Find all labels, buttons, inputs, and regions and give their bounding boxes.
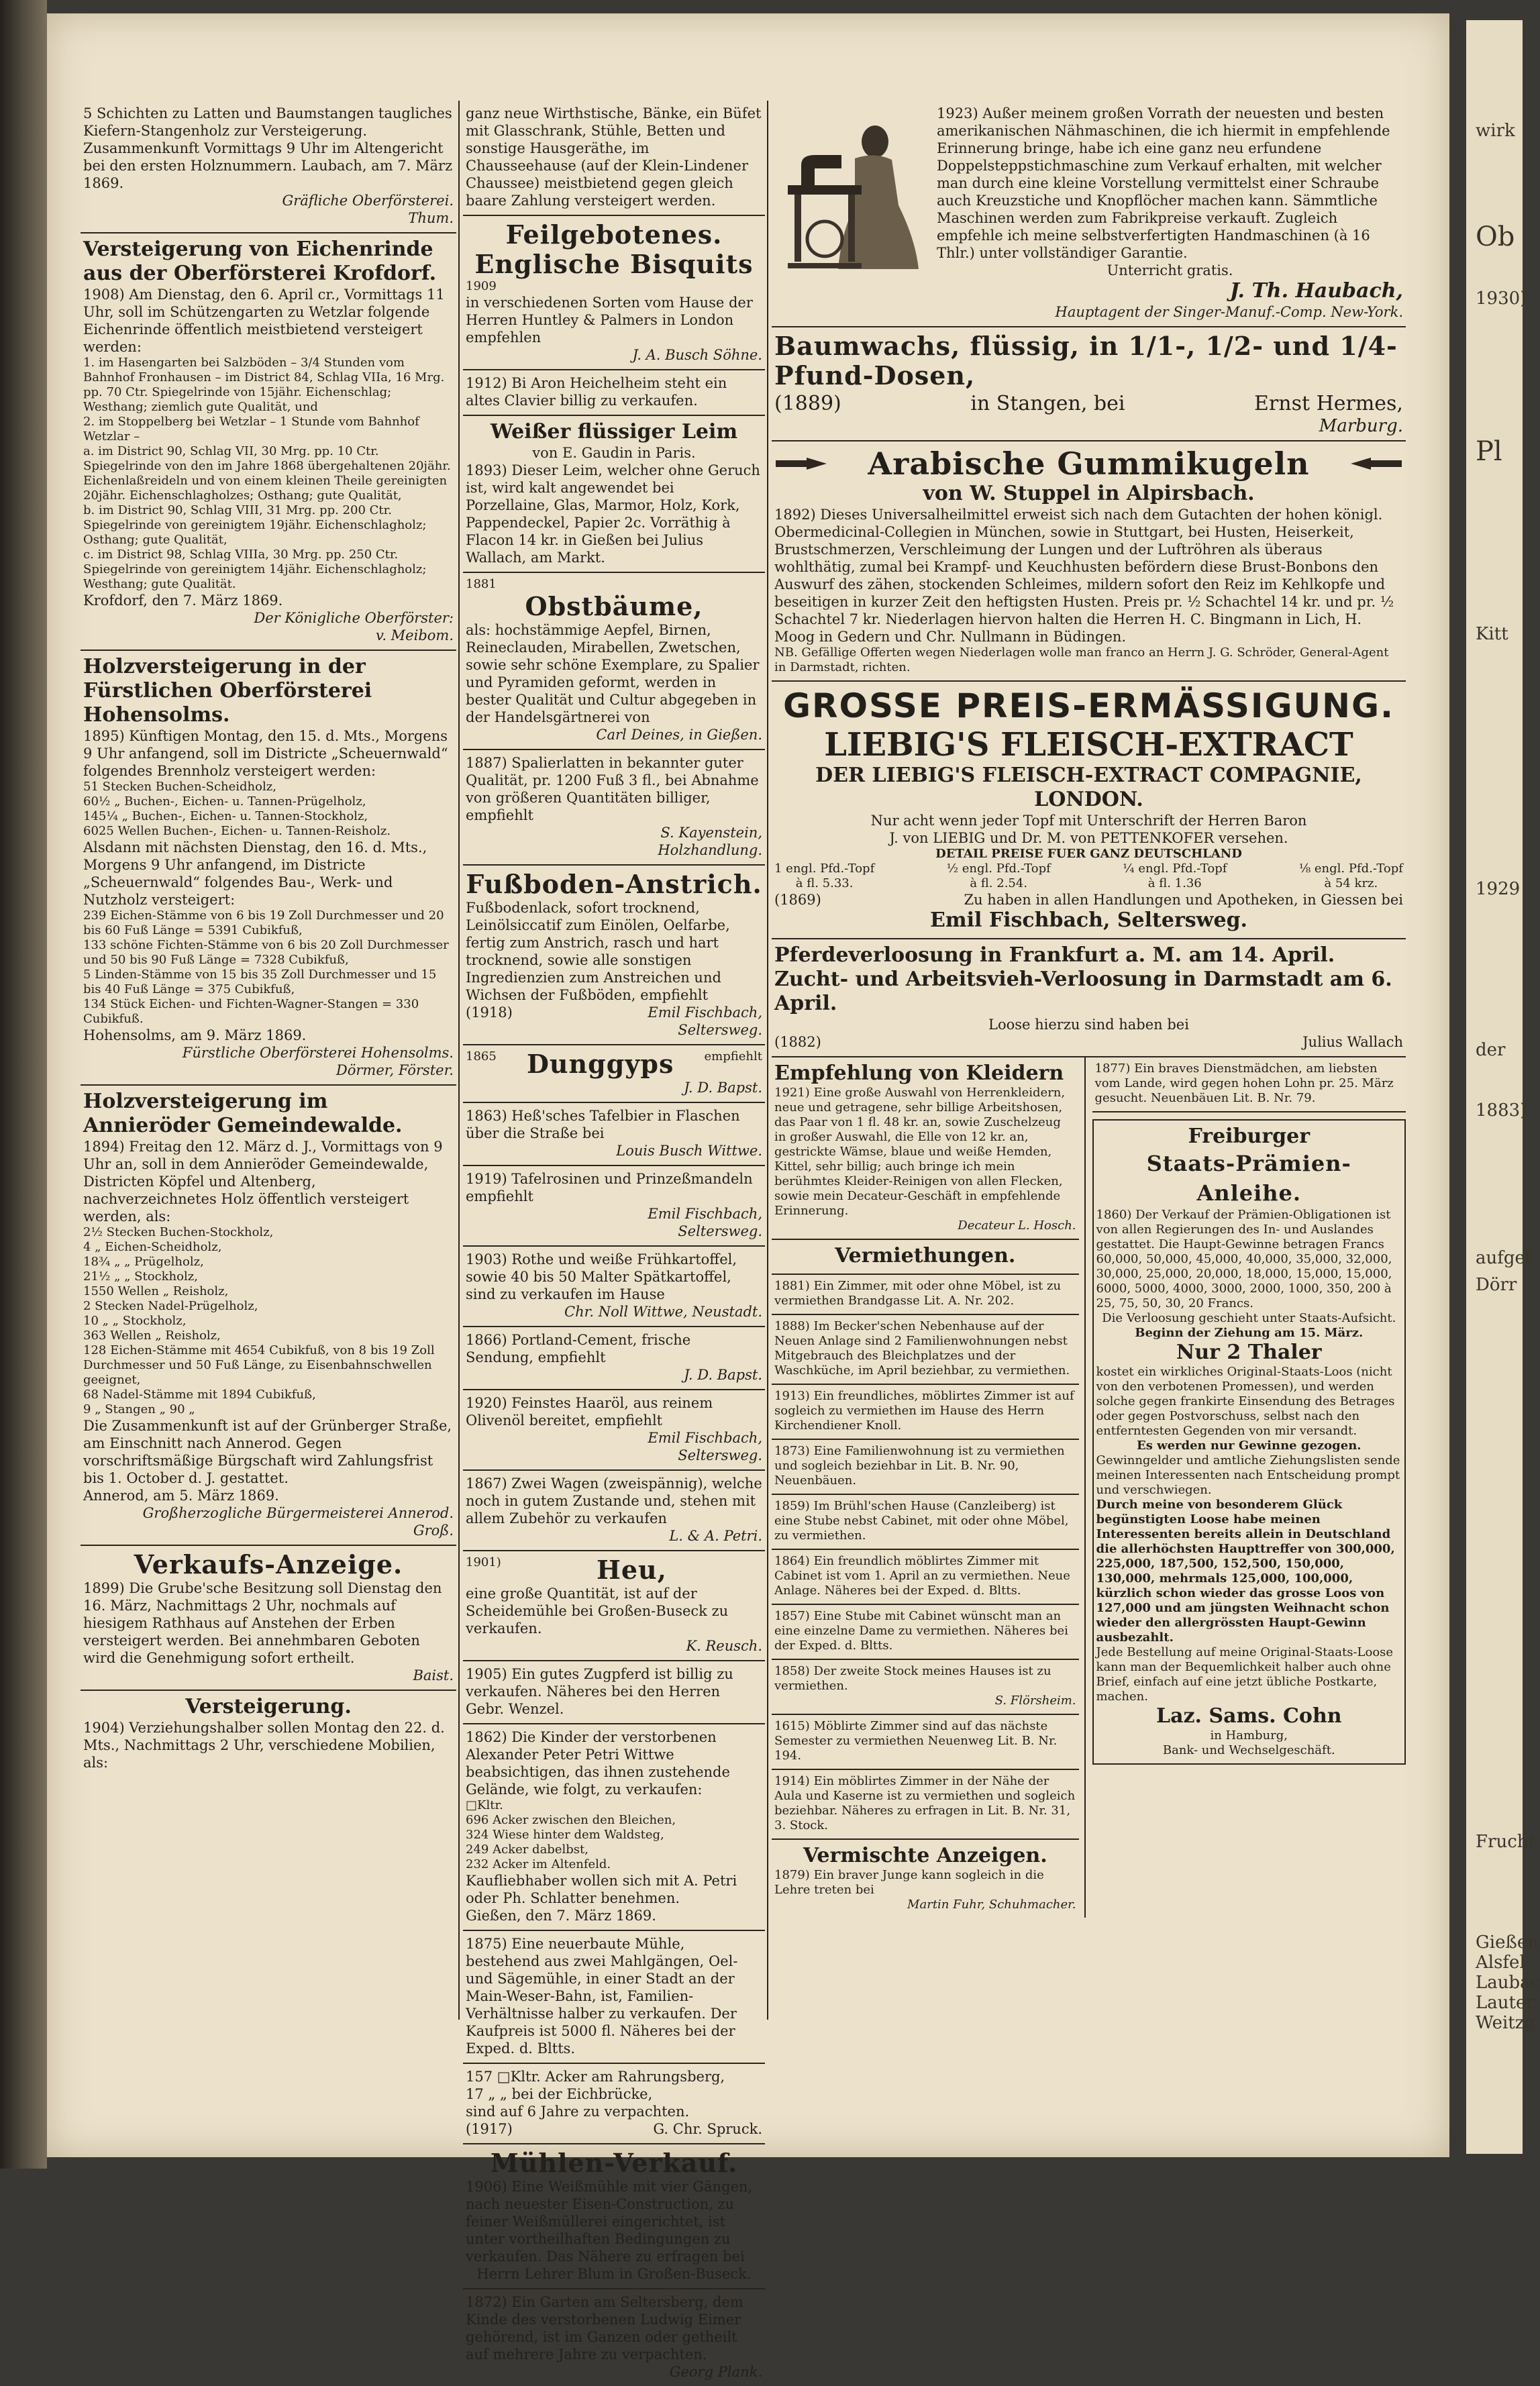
ad-line (774, 391, 1403, 417)
ad-signature: Chr. Noll Wittwe, Neustadt. (564, 1304, 762, 1320)
ad-signature: Seltersweg. (678, 1022, 762, 1038)
ad-signature: Emil Fischbach, (648, 1430, 762, 1446)
ad-signature: Gräfliche Oberförsterei. (282, 193, 454, 209)
list-item: 1550 Wellen „ Reisholz, (83, 1284, 229, 1298)
ad-text: 157 □Kltr. Acker am Rahrungsberg, (466, 2069, 725, 2085)
price-size: 1 engl. Pfd.-Topf (774, 862, 875, 876)
ad-signature: Thum. (408, 210, 454, 226)
price-cell (947, 862, 1051, 891)
ad-wagen (463, 1471, 765, 1551)
ad-date: Beginn der Ziehung am 15. März. (1135, 1326, 1364, 1340)
ad-signature: Emil Fischbach, Seltersweg. (929, 909, 1247, 932)
ad-header (466, 1049, 762, 1079)
ad-text: 1921) Eine große Auswahl von Herrenkleidern, neue und getragene, sehr billige Arbeitshosen, das Paar von 1 fl. 48 kr. an, sowie Zuschelzeug in großer Auswahl, die Elle von 12 kr. an, gestrickte Wämse, blaue und weiße Hemden, Kittel, sehr billig; auch bringe ich mein berühmtes Kleider-Reinigen von allen Flecken, sowie mein Decateur-Geschäft in empfehlende Erinnerung. (774, 1086, 1066, 1218)
ad-text: 1912) Bi Aron Heichelheim steht ein altes Clavier billig zu verkaufen. (466, 375, 727, 409)
list-item: 1. im Hasengarten bei Salzböden – 3/4 Stunden vom Bahnhof Fronhausen – im District 84, Schlag VIIa, 16 Mrg. pp. 70 Ctr. Spiegelrinde von 15jähr. Eichenschlag; Westhang; ziemlich gute Qualität, und (83, 356, 445, 414)
sub-columns (772, 1057, 1406, 1918)
ad-text: eine große Quantität, ist auf der Scheidemühle bei Großen-Buseck zu verkaufen. (466, 1586, 729, 1637)
ad-title: Empfehlung von Kleidern (774, 1061, 1064, 1085)
list-item: 133 schöne Fichten-Stämme von 6 bis 20 Zoll Durchmesser und 50 bis 90 Fuß Länge = 7328 Cubikfuß, (83, 938, 449, 967)
ad-title: Holzversteigerung in der Fürstlichen Oberförsterei Hohensolms. (83, 655, 372, 727)
next-page-fragment: Kitt (1476, 624, 1508, 644)
ad-signature: Georg Plank. (669, 2364, 762, 2380)
ad-number: 1865 (466, 1049, 497, 1064)
ad-item (772, 1715, 1079, 1770)
ad-text: 1872) Ein Garten am Seltersberg, dem Kinde des verstorbenen Ludwig Eimer gehörend, ist im Ganzen oder getheilt auf mehrere Jahre zu verpachten. (466, 2294, 743, 2363)
ad-item (772, 1495, 1079, 1550)
ad-mobilien (463, 101, 765, 216)
next-page-edge (1466, 20, 1540, 2154)
pointing-hand-right-icon (774, 456, 828, 471)
ad-title: Baumwachs, flüssig, in 1/1-, 1/2- und 1/4-Pfund-Dosen, (774, 331, 1398, 391)
ad-signature: Julius Wallach (1302, 1034, 1403, 1050)
ad-text: sind auf 6 Jahre zu verpachten. (466, 2104, 690, 2120)
ad-text: Zu haben in allen Handlungen und Apotheken, in Giessen bei (964, 892, 1403, 908)
next-page-fragment: Gießen (1476, 1932, 1539, 1953)
ad-place-date: Hohensolms, am 9. März 1869. (83, 1027, 307, 1043)
ad-title: Pferdeverloosung in Frankfurt a. M. am 14. April. (774, 943, 1335, 967)
ad-signature: Laz. Sams. Cohn (1156, 1704, 1342, 1728)
ad-title: Weißer flüssiger Leim (490, 420, 738, 444)
list-item: 324 Wiese hinter dem Waldsteg, (466, 1828, 664, 1842)
ad-text: 1867) Zwei Wagen (zweispännig), welche noch in gutem Zustande und, stehen mit allem Zubehör zu verkaufen (466, 1475, 762, 1526)
ad-gelaende (463, 1724, 765, 1931)
price-cell (1123, 862, 1227, 891)
ad-vermischte (772, 1840, 1079, 1918)
unit-label: □Kltr. (466, 1798, 503, 1812)
ad-signature: Seltersweg. (678, 1223, 762, 1239)
ad-item (772, 1440, 1079, 1495)
ad-signature: S. Kayenstein, (660, 825, 762, 841)
ad-text: Jede Bestellung auf meine Original-Staats-Loose kann man der Bequemlichkeit halber auch ohne Brief, einfach auf eine jetzt übliche Postkarte, machen. (1096, 1645, 1394, 1704)
ad-signature: Fürstliche Oberförsterei Hohensolms. (182, 1045, 454, 1061)
ad-note: Unterricht gratis. (1107, 262, 1233, 278)
price-cell (1299, 862, 1403, 891)
ad-text: 1858) Der zweite Stock meines Hauses ist zu vermiethen. (774, 1664, 1051, 1693)
ad-text: Nur acht wenn jeder Topf mit Unterschrift der Herren Baron (870, 813, 1307, 829)
ad-header (466, 1555, 762, 1585)
list-item: 363 Wellen „ Reisholz, (83, 1329, 221, 1343)
ad-header (774, 446, 1403, 482)
ad-text: 1904) Verziehungshalber sollen Montag den 22. d. Mts., Nachmittags 2 Uhr, verschiedene Mobilien, als: (83, 1720, 445, 1771)
ad-text: Alsdann mit nächsten Dienstag, den 16. d. Mts., Morgens 9 Uhr anfangend, im Districte „Scheuernwald“ folgendes Bau-, Werk- und Nutzholz versteigert: (83, 839, 427, 908)
ad-signature: Emil Fischbach, (648, 1004, 762, 1021)
ad-signature: J. Th. Haubach, (1229, 279, 1403, 303)
ad-signature: Carl Deines, in Gießen. (596, 727, 762, 743)
next-page-fragment: Alsfel (1476, 1953, 1525, 1973)
price-cell (774, 862, 874, 891)
list-item: 232 Acker im Altenfeld. (466, 1857, 611, 1871)
price-table (774, 862, 1403, 891)
list-item: 18¾ „ „ Prügelholz, (83, 1255, 204, 1269)
ad-text: 1895) Künftigen Montag, den 15. d. Mts., Morgens 9 Uhr anfangend, soll im Districte „Scheuernwald“ folgendes Brennholz versteigert werden: (83, 728, 448, 779)
ad-cement (463, 1327, 765, 1390)
column-rule-1 (458, 101, 460, 2020)
ad-signature: Dörmer, Förster. (336, 1062, 454, 1078)
ad-text: 1908) Am Dienstag, den 6. April cr., Vormittags 11 Uhr, soll im Schützengarten zu Wetzlar folgende Eichenrinde öffentlich meistbietend versteigert werden: (83, 287, 445, 355)
section-title: Feilgebotenes. (505, 219, 723, 250)
ad-title: Dunggyps (526, 1049, 674, 1079)
sub-column-b (1092, 1057, 1406, 1918)
ad-place-date: Gießen, den 7. März 1869. (466, 1908, 656, 1924)
next-page-fragment: 1929 (1476, 879, 1521, 899)
ad-text: Durch meine von besonderem Glück begünstigten Loose habe meinen Interessenten bereits allein in Deutschland die allerhöchsten Haupttreffer von 300,000, 225,000, 187,500, 152,500, 150,000, 130,000, mehrmals 125,000, 100,000, kürzlich schon wieder das grosse Loos von 127,000 und am jüngsten Weihnacht schon wieder den allergrössten Haupt-Gewinn ausbezahlt. (1096, 1498, 1395, 1645)
ad-text: 1615) Möblirte Zimmer sind auf das nächste Semester zu vermiethen Neuenweg Lit. B. Nr. 194. (774, 1719, 1058, 1763)
ad-tafelbier (463, 1103, 765, 1166)
list-item: 6025 Wellen Buchen-, Eichen- u. Tannen-Reisholz. (83, 824, 391, 838)
ad-footer (466, 1004, 762, 1021)
list-item: 4 „ Eichen-Scheidholz, (83, 1240, 222, 1254)
ad-text: 1862) Die Kinder der verstorbenen Alexander Peter Petri Wittwe beabsichtigen, das ihnen zustehende Gelände, wie folgt, zu verkaufen: (466, 1729, 730, 1798)
next-page-fragment: Ob (1476, 221, 1515, 252)
next-page-fragment: 1930) (1476, 289, 1527, 309)
next-page-fragment: Pl (1476, 436, 1502, 467)
pointing-hand-left-icon (1349, 456, 1403, 471)
list-item: 9 „ Stangen „ 90 „ (83, 1402, 195, 1416)
ad-title: Fußboden-Anstrich. (466, 869, 762, 899)
ad-clavier (463, 370, 765, 416)
ad-number: (1917) (466, 2121, 513, 2137)
ad-text: 1881) Ein Zimmer, mit oder ohne Möbel, ist zu vermiethen Brandgasse Lit. A. Nr. 202. (774, 1279, 1062, 1308)
price-size: ½ engl. Pfd.-Topf (946, 862, 1051, 876)
ad-verkaufs-anzeige (81, 1546, 456, 1691)
ad-item (772, 1275, 1079, 1315)
ad-liebig (772, 682, 1406, 939)
price-size: ¼ engl. Pfd.-Topf (1123, 862, 1227, 876)
ad-number: (1918) (466, 1004, 513, 1021)
ad-bisquits (463, 216, 765, 370)
next-page-fragment: Frucht (1476, 1832, 1535, 1852)
ad-item (772, 1770, 1079, 1840)
ad-item (772, 1605, 1079, 1660)
ad-dunggyps (463, 1045, 765, 1103)
ad-muehlen-verkauf (463, 2144, 765, 2289)
ad-text: 1906) Eine Weißmühle mit vier Gängen, nach neuester Eisen-Construction, zu feiner Weißmüllerei eingerichtet, ist unter vortheilhaften Bedingungen zu verkaufen. Das Nähere zu erfragen bei (466, 2179, 753, 2265)
ad-obstbaeume (463, 573, 765, 750)
ad-signature: empfiehlt (704, 1049, 762, 1064)
ad-signature: Baist. (413, 1667, 454, 1683)
ad-title: Staats-Prämien-Anleihe. (1146, 1151, 1351, 1206)
list-item: 128 Eichen-Stämme mit 4654 Cubikfuß, von 8 bis 19 Zoll Durchmesser und 50 Fuß Länge, zu Eisenbahnschwellen geeignet, (83, 1343, 435, 1387)
next-page-fragment: wirk (1476, 121, 1515, 141)
column-2 (463, 101, 765, 2386)
ad-title: Mühlen-Verkauf. (490, 2148, 738, 2178)
list-item: 51 Stecken Buchen-Scheidholz, (83, 780, 276, 794)
ad-text: 1863) Heß'sches Tafelbier in Flaschen über die Straße bei (466, 1108, 740, 1141)
ad-signature: Großherzogliche Bürgermeisterei Annerod. (142, 1505, 454, 1521)
price-value: à fl. 2.54. (970, 876, 1028, 890)
ad-heu (463, 1551, 765, 1661)
ad-number: 1881 (466, 577, 497, 591)
ad-signature: Decateur L. Hosch. (958, 1218, 1076, 1233)
ad-title: LIEBIG'S FLEISCH-EXTRACT (824, 726, 1353, 764)
sub-column-a (772, 1057, 1086, 1918)
ad-signature: Marburg. (1319, 416, 1403, 436)
ad-annerod (81, 1086, 456, 1546)
ad-haaroel (463, 1390, 765, 1471)
ad-text: in Stangen, bei (970, 392, 1125, 415)
ad-banner: GROSSE PREIS-ERMÄSSIGUNG. (782, 686, 1395, 725)
ad-verloosung (772, 939, 1406, 1057)
ad-title: Zucht- und Arbeitsvieh-Verloosung in Darmstadt am 6. April. (774, 968, 1392, 1015)
ad-signature: S. Flörsheim. (994, 1694, 1076, 1708)
ad-text: 1892) Dieses Universalheilmittel erweist sich nach dem Gutachten der hohen königl. Obermedicinal-Collegien in München, sowie in Stuttgart, bei Husten, Heiserkeit, Brustschmerzen, Verschleimung der Lungen und der Luftröhren als überaus wohlthätig, zumal bei Krampf- und Keuchhusten befördern diese Brust-Bonbons den Auswurf des zähen, stockenden Schleimes, mildern sofort den Reiz im Kehlkopfe und beseitigen in kurzer Zeit den heftigsten Husten. Preis pr. ½ Schachtel 14 kr. und pr. ½ Schachtel 7 kr. Niederlagen hiervon halten die Herren H. C. Bingmann in Lich, H. Moog in Gedern und Chr. Nullmann in Büdingen. (774, 507, 1394, 645)
list-item: 134 Stück Eichen- und Fichten-Wagner-Stangen = 330 Cubikfuß. (83, 997, 419, 1026)
ad-item (772, 1315, 1079, 1385)
ad-tafelrosinen (463, 1166, 765, 1247)
ad-text: ganz neue Wirthstische, Bänke, ein Büfet mit Glasschrank, Stühle, Betten und sonstige Hausgeräthe, im Chausseehause (auf der Klein-Lindener Chaussee) meistbietend gegen gleich baare Zahlung versteigert werden. (466, 105, 762, 209)
price-size: ⅛ engl. Pfd.-Topf (1298, 862, 1403, 876)
ad-company: DER LIEBIG'S FLEISCH-EXTRACT COMPAGNIE, LONDON. (815, 764, 1362, 811)
list-item: 68 Nadel-Stämme mit 1894 Cubikfuß, (83, 1388, 316, 1402)
ad-baumwachs (772, 327, 1406, 442)
list-item: 10 „ „ Stockholz, (83, 1314, 187, 1328)
ad-text: 1923) Außer meinem großen Vorrath der neuesten und besten amerikanischen Nähmaschinen, die ich hiermit in empfehlende Erinnerung bringe, habe ich eine ganz neu erfundene Doppelsteppstichmaschine zum Verkauf erhalten, mit welcher man durch eine kleine Vorstellung vermittelst einer Schraube auch Kreuzstiche und Knopflöcher machen kann. Sämmtliche Maschinen werden zum Fabrikpreise verkauft. Zugleich empfehle ich meine selbstverfertigten Handmaschinen (à 16 Thlr.) unter vollständiger Garantie. (937, 105, 1390, 261)
next-page-fragment: Weitzg (1476, 2013, 1536, 2033)
ad-title: Obstbäume, (525, 591, 703, 621)
list-item: 696 Acker zwischen den Bleichen, (466, 1813, 676, 1827)
price-value: à 54 krz. (1324, 876, 1378, 890)
ad-number: 1901) (466, 1555, 501, 1569)
ad-text: 1913) Ein freundliches, möblirtes Zimmer ist auf sogleich zu vermiethen im Hause des Herrn Kirchendiener Knoll. (774, 1389, 1074, 1433)
ad-text: 1919) Tafelrosinen und Prinzeßmandeln empfiehlt (466, 1171, 753, 1204)
ad-number: 1909 (466, 279, 497, 293)
ad-text: 1914) Ein möblirtes Zimmer in der Nähe der Aula und Kaserne ist zu vermiethen und sogleich beziehbar. Näheres zu erfragen in Lit. B. Nr. 31, 3. Stock. (774, 1774, 1076, 1832)
ad-text: 17 „ „ bei der Eichbrücke, (466, 2086, 653, 2102)
ad-kartoffel (463, 1247, 765, 1327)
ad-dienstmaedchen (1092, 1057, 1406, 1112)
next-page-fragment: Lauter (1476, 1993, 1535, 2013)
sewing-machine-engraving (774, 105, 929, 272)
ad-hohensolms (81, 651, 456, 1086)
ad-text: 1899) Die Grube'sche Besitzung soll Dienstag den 16. März, Nachmittags 2 Uhr, nochmals auf hiesigem Rathhaus auf Anstehen der Erben versteigert werden. Bei annehmbaren Geboten wird die Genehmigung sofort ertheilt. (83, 1580, 442, 1666)
column-3 (772, 101, 1406, 1918)
list-item: 239 Eichen-Stämme von 6 bis 19 Zoll Durchmesser und 20 bis 60 Fuß Länge = 5391 Cubikfuß, (83, 909, 444, 937)
ad-signature: L. & A. Petri. (669, 1528, 762, 1544)
ad-text: 1879) Ein braver Junge kann sogleich in die Lehre treten bei (774, 1868, 1044, 1897)
ad-signature: Der Königliche Oberförster: (254, 610, 454, 626)
ad-signature: J. D. Bapst. (684, 1080, 762, 1096)
ad-text: Kaufliebhaber wollen sich mit A. Petri oder Ph. Schlatter benehmen. (466, 1873, 737, 1906)
ad-text: Die Zusammenkunft ist auf der Grünberger Straße, am Einschnitt nach Annerod. Gegen vorschriftsmäßige Bürgschaft wird Zahlungsfrist bis 1. October d. J. gestattet. (83, 1418, 452, 1486)
ad-acker-verpachten (463, 2064, 765, 2144)
ad-text: 1887) Spalierlatten in bekannter guter Qualität, pr. 1200 Fuß 3 fl., bei Abnahme von größeren Quantitäten billiger, empfiehlt (466, 755, 759, 823)
next-page-fragment: aufget (1476, 1248, 1533, 1268)
ad-stangenholz (81, 101, 456, 234)
list-item: 145¼ „ Buchen-, Eichen- u. Tannen-Stockholz, (83, 809, 368, 823)
next-page-fragment: 1883) (1476, 1100, 1527, 1121)
ad-text: kostet ein wirkliches Original-Staats-Loos (nicht von den verbotenen Promessen), und werden solche gegen frankirte Einsendung des Betrages oder gegen Postvorschuss, selbst nach den entferntesten Gegenden von mir versandt. (1096, 1365, 1395, 1438)
ad-title: Englische Bisquits (474, 249, 754, 279)
section-title: Vermiethungen. (835, 1244, 1016, 1267)
price-heading: DETAIL PREISE FUER GANZ DEUTSCHLAND (935, 847, 1242, 861)
ad-text: 1888) Im Becker'schen Nebenhause auf der Neuen Anlage sind 2 Familienwohnungen nebst Mitgebrauch des Bleichplatzes und der Waschküche, im April beziehbar, zu vermiethen. (774, 1319, 1070, 1378)
ad-number: (1889) (774, 392, 841, 415)
book-spine (0, 0, 47, 2169)
ad-text: Fußbodenlack, sofort trocknend, Leinölsiccatif zum Einölen, Oelfarbe, fertig zum Anstrich, rasch und hart trocknend, sowie alle sonstigen Ingredienzien zum Anstreichen und Wichsen der Fußböden, empfiehlt (466, 900, 730, 1003)
ad-signature: K. Reusch. (686, 1638, 762, 1654)
list-item: c. im District 98, Schlag VIIIa, 30 Mrg. pp. 250 Ctr. Spiegelrinde von gereinigtem 14jähr. Eichenschlagholz; Westhang; gute Qualität. (83, 548, 427, 591)
ad-text: Gewinngelder und amtliche Ziehungslisten sende meinen Interessenten nach Entscheidung prompt und verschwiegen. (1096, 1453, 1400, 1497)
ad-muehle (463, 1931, 765, 2064)
list-item: 21½ „ „ Stockholz, (83, 1269, 198, 1284)
list-item: 5 Linden-Stämme von 15 bis 35 Zoll Durchmesser und 15 bis 40 Fuß Länge = 375 Cubikfuß, (83, 968, 437, 996)
ad-gummikugeln (772, 442, 1406, 682)
ad-text: Die Verloosung geschieht unter Staats-Aufsicht. (1102, 1311, 1396, 1325)
ad-text: Es werden nur Gewinne gezogen. (1136, 1439, 1362, 1453)
ad-signature: J. D. Bapst. (684, 1367, 762, 1383)
ad-item (772, 1385, 1079, 1440)
ad-text: 1859) Im Brühl'schen Hause (Canzleiberg) ist eine Stube nebst Cabinet, mit oder ohne Möbel, zu vermiethen. (774, 1499, 1069, 1543)
ad-text: 1873) Eine Familienwohnung ist zu vermiethen und sogleich beziehbar in Lit. B. Nr. 90, Neuenbäuen. (774, 1444, 1065, 1488)
list-item: 2½ Stecken Buchen-Stockholz, (83, 1225, 274, 1239)
ad-leim (463, 416, 765, 573)
section-vermiethungen (772, 1240, 1079, 1275)
ad-naehmaschinen (772, 101, 1406, 327)
ad-subtitle: von E. Gaudin in Paris. (532, 445, 696, 461)
next-page-fragment: Laubac (1476, 1973, 1540, 1993)
ad-spalierlatten (463, 750, 765, 866)
ad-title: Heu, (596, 1555, 667, 1585)
ad-title: Arabische Gummikugeln (868, 446, 1310, 482)
ad-price: Nur 2 Thaler (1176, 1341, 1322, 1364)
ad-zugpferd (463, 1661, 765, 1724)
ad-title: Holzversteigerung im Annieröder Gemeindewalde. (83, 1090, 403, 1137)
list-item: a. im District 90, Schlag VII, 30 Mrg. pp. 10 Ctr. Spiegelrinde von den im Jahre 1868 übergehaltenen 20jähr. Eichenlaßreideln und von einem kleinen Theile gereinigten 20jähr. Eichenschlagholzes; Osthang; gute Qualität, (83, 444, 451, 503)
ad-footer (774, 891, 1403, 909)
ad-item (772, 1660, 1079, 1715)
ad-text: 1903) Rothe und weiße Frühkartoffel, sowie 40 bis 50 Malter Spätkartoffel, sind zu verkaufen im Hause (466, 1251, 737, 1302)
ad-text: 1864) Ein freundlich möblirtes Zimmer mit Cabinet ist vom 1. April an zu vermiethen. Neue Anlage. Näheres bei der Exped. d. Bltts. (774, 1554, 1070, 1598)
ad-text: 1894) Freitag den 12. März d. J., Vormittags von 9 Uhr an, soll in dem Annieröder Gemeindewalde, Districten Köpfel und Altenberg, nachverzeichnetes Holz öffentlich versteigert werden, als: (83, 1139, 443, 1225)
ad-text: 5 Schichten zu Latten und Baumstangen taugliches Kiefern-Stangenholz zur Versteigerung. Zusammenkunft Vormittags 9 Uhr im Altengericht bei den ersten Holznummern. Laubach, am 7. März 1869. (83, 105, 453, 191)
list-item: 249 Acker dabelbst, (466, 1843, 588, 1857)
ad-kleider (772, 1057, 1079, 1240)
next-page-fragment: der (1476, 1040, 1506, 1060)
ad-number: (1882) (774, 1034, 821, 1050)
list-item: 2 Stecken Nadel-Prügelholz, (83, 1299, 258, 1313)
ad-signature: Hauptagent der Singer-Manuf.-Comp. New-York. (1055, 304, 1403, 320)
ad-footer (774, 1033, 1403, 1051)
ad-signature: Martin Fuhr, Schuhmacher. (907, 1898, 1076, 1912)
column-rule-2 (767, 101, 768, 2020)
ad-garten (463, 2289, 765, 2386)
price-value: à fl. 5.33. (795, 876, 854, 890)
column-1 (81, 101, 456, 1777)
ad-item (772, 1550, 1079, 1605)
ad-signature: Ernst Hermes, (1254, 392, 1403, 415)
list-item: 2. im Stoppelberg bei Wetzlar – 1 Stunde vom Bahnhof Wetzlar – (83, 415, 419, 444)
ad-text: 1877) Ein braves Dienstmädchen, am liebsten vom Lande, wird gegen hohen Lohn pr. 25. März gesucht. Neuenbäuen Lit. B. Nr. 79. (1094, 1061, 1394, 1105)
ad-signature: Louis Busch Wittwe. (616, 1143, 762, 1159)
ad-text: 1920) Feinstes Haaröl, aus reinem Olivenöl bereitet, empfiehlt (466, 1395, 713, 1429)
price-value: à fl. 1.36 (1147, 876, 1202, 890)
ad-text: 1857) Eine Stube mit Cabinet wünscht man an eine einzelne Dame zu vermiethen. Näheres bei der Exped. d. Bltts. (774, 1609, 1068, 1653)
ad-signature: Groß. (413, 1522, 454, 1539)
ad-signature: v. Meibom. (375, 627, 454, 643)
ad-eichenrinde (81, 234, 456, 651)
ad-fussboden (463, 866, 765, 1045)
ad-signature: Emil Fischbach, (648, 1206, 762, 1222)
ad-versteigerung (81, 1691, 456, 1777)
ad-text: als: hochstämmige Aepfel, Birnen, Reineclauden, Mirabellen, Zwetschen, sowie sehr schöne Exemplare, zu Spalier und Pyramiden geformt, werden in bester Qualität und Cultur abgegeben in der Handelsgärtnerei von (466, 622, 760, 725)
ad-text: 1893) Dieser Leim, welcher ohne Geruch ist, wird kalt angewendet bei Porzellaine, Glas, Marmor, Holz, Kork, Pappendeckel, Papier 2c. Vorräthig à Flacon 14 kr. in Gießen bei Julius Wallach, am Markt. (466, 462, 760, 566)
next-page-fragment: Dörr (1476, 1275, 1517, 1295)
ad-subtitle: von W. Stuppel in Alpirsbach. (923, 482, 1255, 505)
ad-note: NB. Gefällige Offerten wegen Niederlagen wolle man franco an Herrn J. G. Schröder, General-Agent in Darmstadt, richten. (774, 645, 1389, 674)
ad-text: 1905) Ein gutes Zugpferd ist billig zu verkaufen. Näheres bei den Herren Gebr. Wenzel. (466, 1666, 733, 1717)
ad-place-date: Annerod, am 5. März 1869. (83, 1488, 279, 1504)
ad-text: Loose hierzu sind haben bei (988, 1017, 1189, 1033)
ad-signature: J. A. Busch Söhne. (632, 347, 762, 363)
list-item: b. im District 90, Schlag VIII, 31 Mrg. pp. 200 Ctr. Spiegelrinde von gereinigtem 19jähr. Eichenschlagholz; Osthang; gute Qualität, (83, 503, 427, 547)
ad-text: in verschiedenen Sorten vom Hause der Herren Huntley & Palmers in London empfehlen (466, 295, 753, 346)
ad-text: 1875) Eine neuerbaute Mühle, bestehend aus zwei Mahlgängen, Oel- und Sägemühle, in einer Stadt an der Main-Weser-Bahn, ist, Familien-Verhältnisse halber zu verkaufen. Der Kaufpreis ist 5000 fl. Näheres bei der Exped. d. Bltts. (466, 1936, 738, 2057)
ad-text: J. von LIEBIG und Dr. M. von PETTENKOFER versehen. (889, 830, 1288, 846)
ad-signature: in Hamburg, (1210, 1728, 1288, 1743)
ad-text: 1860) Der Verkauf der Prämien-Obligationen ist von allen Regierungen des In- und Auslandes gestattet. Die Haupt-Gewinne betragen Francs 60,000, 50,000, 45,000, 40,000, 35,000, 32,000, 30,000, 25,000, 20,000, 18,000, 15,000, 15,000, 6000, 5000, 4000, 3000, 2000, 1000, 350, 200 à 25, 75, 50, 30, 20 Francs. (1096, 1208, 1392, 1310)
ad-signature: G. Chr. Spruck. (653, 2121, 762, 2137)
ad-number: (1869) (774, 892, 821, 908)
ad-signature: Herrn Lehrer Blum in Großen-Buseck. (476, 2266, 752, 2282)
ad-footer (466, 2120, 762, 2138)
ad-title: Freiburger (1188, 1125, 1311, 1148)
ad-title: Versteigerung von Eichenrinde aus der Oberförsterei Krofdorf. (83, 238, 437, 285)
section-title: Vermischte Anzeigen. (803, 1844, 1047, 1867)
ad-text: 1866) Portland-Cement, frische Sendung, empfiehlt (466, 1332, 691, 1365)
ad-signature: Holzhandlung. (658, 842, 762, 858)
ad-title: Versteigerung. (185, 1695, 352, 1718)
ad-signature: Bank- und Wechselgeschäft. (1162, 1743, 1335, 1757)
ad-signature: Seltersweg. (678, 1447, 762, 1463)
ad-title: Verkaufs-Anzeige. (134, 1549, 403, 1579)
ad-place-date: Krofdorf, den 7. März 1869. (83, 592, 283, 609)
list-item: 60½ „ Buchen-, Eichen- u. Tannen-Prügelholz, (83, 794, 366, 809)
ad-staats-praemien (1092, 1119, 1406, 1765)
